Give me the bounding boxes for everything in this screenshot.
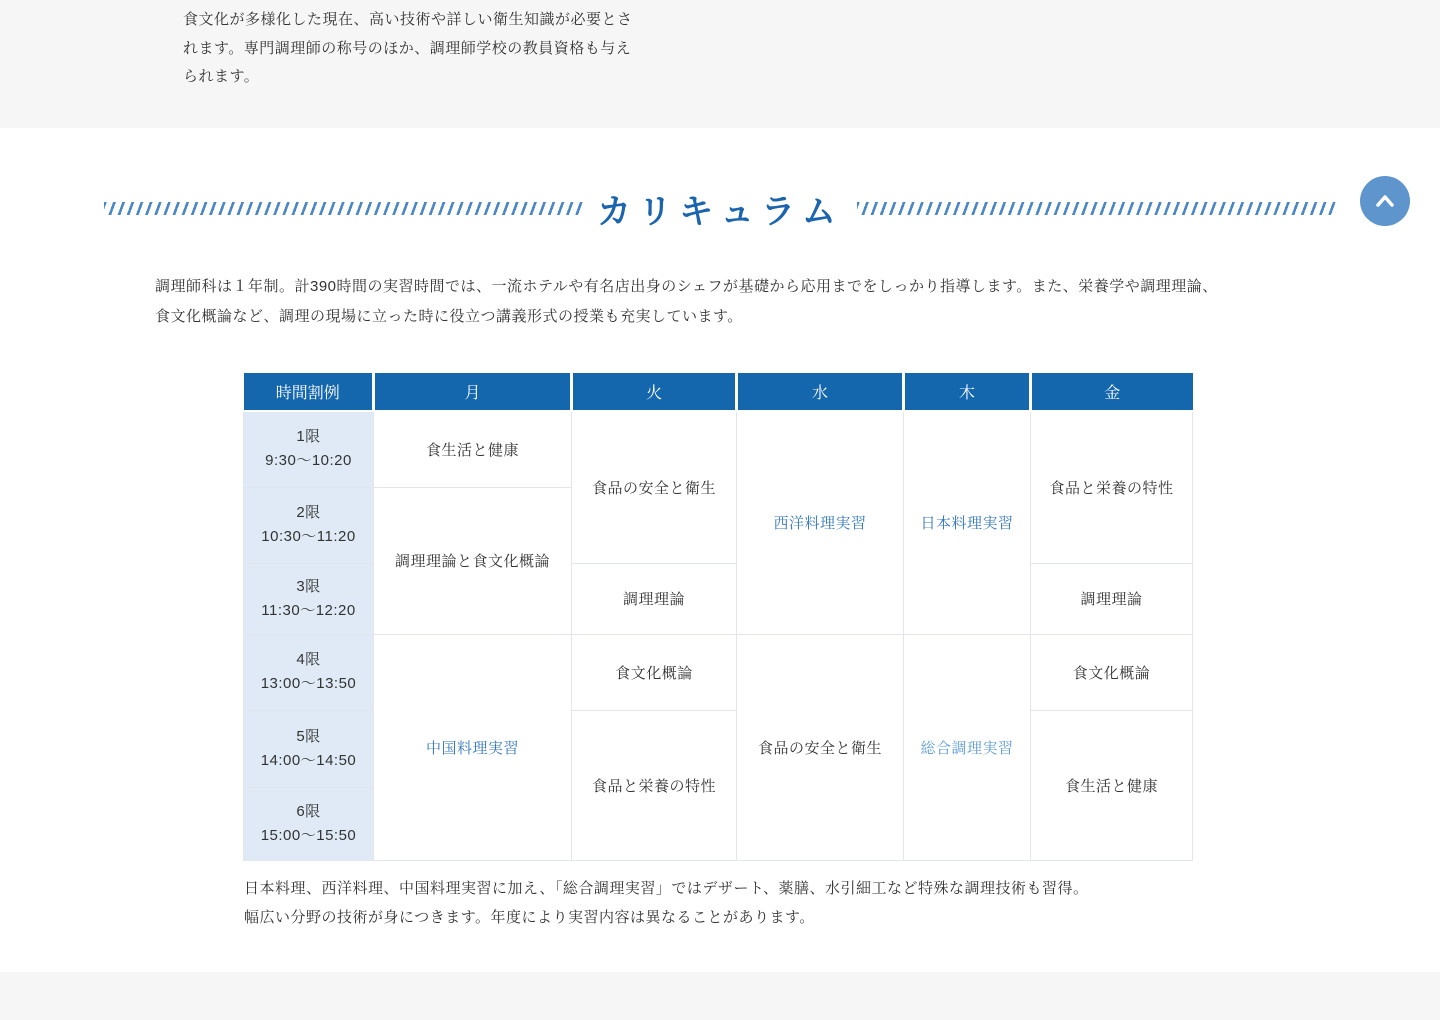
period-time: 10:30〜11:20 <box>261 528 356 545</box>
period-cell-2 <box>244 487 374 563</box>
intro-line: れます。専門調理師の称号のほか、調理師学校の教員資格も与え <box>183 39 632 57</box>
note-line: 日本料理、西洋料理、中国料理実習に加え、「総合調理実習」ではデザート、薬膳、水引細工など特殊な調理技術も習得。 <box>244 880 1089 897</box>
period-label: 1限 <box>296 428 321 446</box>
table-row <box>244 411 1193 487</box>
period-time: 14:00〜14:50 <box>260 751 357 769</box>
intro-line: られます。 <box>183 68 260 85</box>
period-label: 4限 <box>296 651 321 668</box>
period-cell-6 <box>244 787 374 860</box>
period-cell-3 <box>244 563 374 634</box>
subject-cell-mon-4-6: 中国料理実習 <box>374 634 572 860</box>
top-gray-band <box>0 0 1440 128</box>
table-row <box>244 634 1193 710</box>
subject-cell-wed-1-3: 西洋料理実習 <box>737 411 904 634</box>
subject-cell-thu-4-6: 総合調理実習 <box>904 634 1031 860</box>
table-header-row <box>244 373 1193 411</box>
period-label: 5限 <box>296 727 321 745</box>
chevron-up-icon <box>1372 188 1398 214</box>
decorative-slashes-right <box>857 202 1336 215</box>
period-cell-1 <box>244 411 374 487</box>
decorative-slashes-left <box>104 202 583 215</box>
period-cell-5 <box>244 710 374 787</box>
subject-cell-fri-4: 食文化概論 <box>1031 634 1193 710</box>
table-note <box>244 874 1089 932</box>
period-label: 3限 <box>296 577 321 595</box>
subject-cell-mon-2-3: 調理理論と食文化概論 <box>374 487 572 634</box>
header-wednesday: 水 <box>737 373 904 411</box>
subject-cell-fri-1-2: 食品と栄養の特性 <box>1031 411 1193 563</box>
scroll-to-top-button[interactable] <box>1360 176 1410 226</box>
section-description <box>155 272 1295 332</box>
subject-cell-fri-3: 調理理論 <box>1031 563 1193 634</box>
description-line: 食文化概論など、調理の現場に立った時に役立つ講義形式の授業も充実しています。 <box>155 308 743 325</box>
header-friday: 金 <box>1031 373 1193 411</box>
header-monday: 月 <box>374 373 572 411</box>
subject-cell-tue-1-2: 食品の安全と衛生 <box>572 411 737 563</box>
header-thursday: 木 <box>904 373 1031 411</box>
description-line: 調理師科は１年制。計390時間の実習時間では、一流ホテルや有名店出身のシェフが基礎から応用までをしっかり指導します。また、栄養学や調理理論、 <box>155 278 1218 295</box>
period-time: 13:00〜13:50 <box>260 675 357 692</box>
period-cell-4 <box>244 634 374 710</box>
header-tuesday: 火 <box>572 373 737 411</box>
subject-cell-tue-3: 調理理論 <box>572 563 737 634</box>
period-label: 6限 <box>296 802 321 820</box>
note-line: 幅広い分野の技術が身につきます。年度により実習内容は異なることがあります。 <box>244 909 815 926</box>
header-corner: 時間割例 <box>244 373 374 411</box>
period-time: 11:30〜12:20 <box>261 601 356 619</box>
intro-line: 食文化が多様化した現在、高い技術や詳しい衛生知識が必要とさ <box>183 11 633 28</box>
period-time: 15:00〜15:50 <box>260 826 357 844</box>
subject-cell-tue-4: 食文化概論 <box>572 634 737 710</box>
bottom-gray-band <box>0 972 1440 1020</box>
intro-paragraph <box>183 6 633 92</box>
subject-cell-fri-5-6: 食生活と健康 <box>1031 710 1193 860</box>
subject-cell-wed-4-6: 食品の安全と衛生 <box>737 634 904 860</box>
period-label: 2限 <box>296 504 321 521</box>
curriculum-timetable <box>243 373 1193 861</box>
subject-cell-mon-1: 食生活と健康 <box>374 411 572 487</box>
subject-cell-thu-1-3: 日本料理実習 <box>904 411 1031 634</box>
period-time: 9:30〜10:20 <box>265 452 352 470</box>
subject-cell-tue-5-6: 食品と栄養の特性 <box>572 710 737 860</box>
page-title: カリキュラム <box>597 192 843 231</box>
section-heading <box>0 186 1440 230</box>
